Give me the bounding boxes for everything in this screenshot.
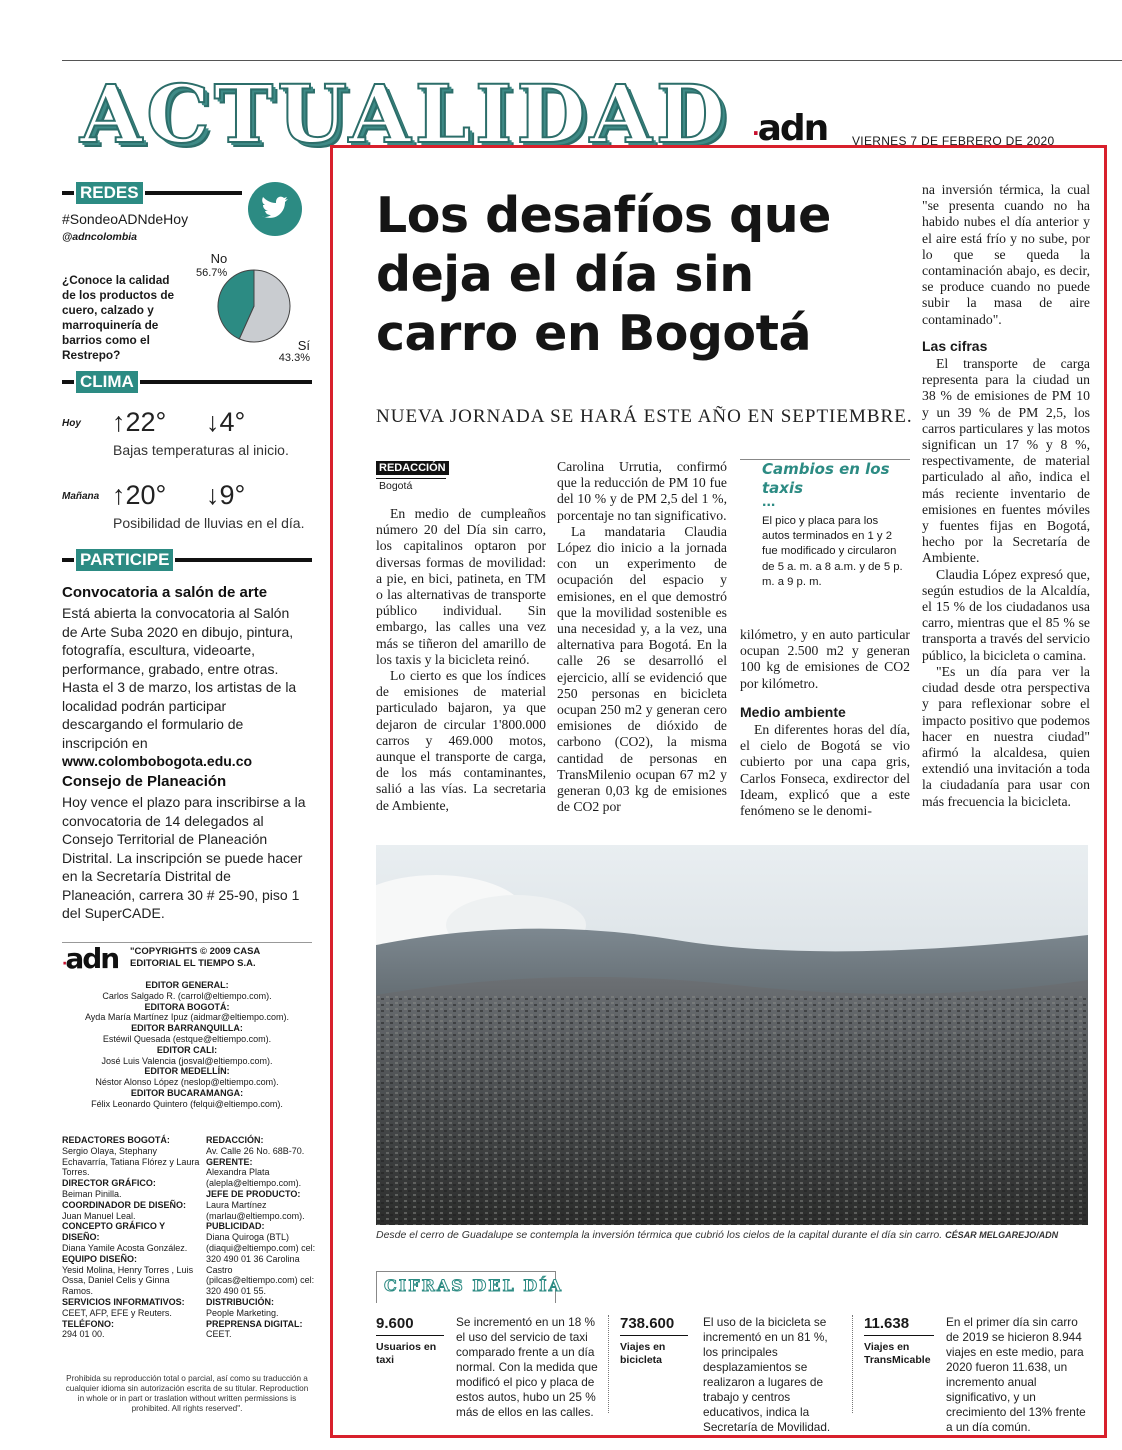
- photo-credit: CÉSAR MELGAREJO/ADN: [945, 1230, 1059, 1240]
- paragraph: "Es un día para ver la ciudad desde otra perspectiva y para reflexionar sobre el impacto positivo que podemos hacer en nuestra ciudad" afirmó la alcaldesa, quien extendió una invitación a toda la ciudadanía para usar con más frecuencia la bicicleta.: [922, 663, 1090, 809]
- sidebox-dots: ...: [762, 493, 776, 510]
- byline: REDACCIÓN: [376, 461, 449, 475]
- editor-name: Ayda María Martínez Ipuz (aidmar@eltiempo.com).: [84, 1012, 290, 1023]
- staff-role: SERVICIOS INFORMATIVOS:: [62, 1296, 185, 1307]
- staff-role: JEFE DE PRODUCTO:: [206, 1188, 301, 1199]
- staff-role: CONCEPTO GRÁFICO Y DISEÑO:: [62, 1221, 166, 1243]
- weather-desc-today: Bajas temperaturas al inicio.: [113, 442, 289, 458]
- paragraph: En diferentes horas del día, el cielo de Bogotá se vio cubierto por una capa gris, Carlos Fonseca, exdirector del Ideam, explicó que a este fenómeno se le denomi-: [740, 722, 910, 819]
- weather-high-today: ↑22°: [112, 407, 167, 437]
- subsection-title: Medio ambiente: [740, 703, 846, 720]
- stat-number: 738.600: [620, 1315, 675, 1332]
- staff-name: People Marketing.: [206, 1307, 279, 1318]
- weather-low-today: ↓4°: [206, 407, 246, 437]
- poll-pie-chart: [216, 268, 292, 344]
- paragraph: En medio de cumpleaños número 20 del Día sin carro, los capitalinos optaron por diversas formas de movilidad: a pie, en bici, patineta, en TM o las alternativas de transporte público individual. Sin embargo, las calles una vez más se tiñeron del amarillo de los taxis y la bicicleta reinó.: [376, 506, 546, 667]
- article-column-3: [740, 627, 910, 819]
- editor-name: Estéwil Quesada (estque@eltiempo.com).: [102, 1033, 272, 1044]
- editor-name: Carlos Salgado R. (carrol@eltiempo.com).: [102, 990, 272, 1001]
- editor-role: EDITOR GENERAL:: [145, 980, 229, 990]
- weather-desc-tomorrow: Posibilidad de lluvias en el día.: [113, 515, 305, 531]
- editor-name: José Luis Valencia (josval@eltiempo.com).: [101, 1055, 273, 1066]
- stat-divider: [608, 1315, 609, 1413]
- paragraph: El transporte de carga representa para la ciudad un 38 % de emisiones de PM 10 y un 39 % de PM 2,5, los carros particulares y las motos significan un 17 % y 8 %, respectivamente, de material particulado al año, indica el más reciente inventario de emisiones en fuentes móviles y fuentes fijas en Bogotá, hecho por la Secretaría de Ambiente.: [922, 356, 1090, 566]
- paragraph: La mandataria Claudia López dio inicio a la jornada con un experimento de ocupación del espacio y emisiones, en el que demostró que la movilidad sostenible es una necesidad y, a la vez, una alternativa para Bogotá. En la calle 26 se desarrolló el ejercicio, allí se evidenció que 250 personas en bicicleta ocupan 250 m2 y generan cero emisiones de dióxido de carbono (CO2), la misma cantidad de personas en TransMilenio ocupan 67 m2 y generan 0,03 kg de emisiones de CO2 por: [557, 523, 727, 815]
- staff-role: COORDINADOR DE DISEÑO:: [62, 1199, 187, 1210]
- photo-caption: Desde el cerro de Guadalupe se contempla la inversión térmica que cubrió los cielos de la capital durante el día sin carro. CÉSAR MELGAREJO/ADN: [376, 1229, 1059, 1241]
- editor-role: EDITOR MEDELLÍN:: [144, 1066, 230, 1077]
- masthead-logo: ·adn: [62, 942, 119, 975]
- staff-name: Juan Manuel Leal.: [62, 1210, 136, 1221]
- participe-title: Consejo de Planeación: [62, 773, 227, 790]
- weather-day-today: Hoy: [62, 418, 81, 429]
- staff-role: DISTRIBUCIÓN:: [206, 1296, 274, 1307]
- stat-taxi: [376, 1315, 444, 1367]
- stat-bicicleta-text: El uso de la bicicleta se incrementó en un 81 %, los principales desplazamientos se realizaron a lugares de trabajo y centros educativos, indica la Secretaría de Movilidad.: [703, 1315, 831, 1434]
- poll-question: ¿Conoce la calidad de los productos de cuero, calzado y marroquinería de barrios como el Restrepo?: [62, 273, 175, 362]
- editor-role: EDITOR CALI:: [156, 1044, 218, 1055]
- stat-number: 11.638: [864, 1315, 910, 1332]
- article-column-2: [557, 459, 727, 815]
- stat-transmicable-text: En el primer día sin carro de 2019 se hicieron 8.944 viajes en este medio, para 2020 fueron 11.638, un incremento anual significativo, y un crecimiento del 13% frente a un día común.: [946, 1315, 1086, 1434]
- city-smog-photo: [376, 845, 1088, 1225]
- adn-logo: ·adn: [752, 108, 828, 149]
- staff-name: Av. Calle 26 No. 68B-70.: [206, 1145, 305, 1156]
- article-headline: Los desafíos que deja el día sin carro en Bogotá: [376, 187, 831, 362]
- taxis-sidebox: [740, 459, 910, 590]
- staff-name: Laura Martínez (marlau@eltiempo.com).: [206, 1199, 305, 1221]
- issue-date: VIERNES 7 DE FEBRERO DE 2020: [852, 134, 1055, 148]
- weather-high-tomorrow: ↑20°: [112, 480, 167, 510]
- stat-number: 9.600: [376, 1315, 414, 1332]
- participe-title: Convocatoria a salón de arte: [62, 584, 268, 601]
- article-column-4: [922, 182, 1090, 810]
- staff-role: REDACCIÓN:: [206, 1135, 264, 1145]
- stat-label: Usuarios en taxi: [376, 1341, 437, 1366]
- staff-role: PUBLICIDAD:: [206, 1221, 265, 1232]
- participe-link[interactable]: www.colombobogota.edu.co: [62, 753, 253, 769]
- top-rule: [62, 60, 1122, 61]
- sidebox-body: El pico y placa para los autos terminados en 1 y 2 fue modificado y circularon de 5 a. m. a 8 a.m. y de 5 p. m. a 9 p. m.: [762, 515, 903, 588]
- staff-name: Beiman Pinilla.: [62, 1188, 122, 1199]
- staff-role: DIRECTOR GRÁFICO:: [62, 1178, 156, 1189]
- editor-role: EDITOR BUCARAMANGA:: [130, 1087, 244, 1098]
- paragraph: Lo cierto es que los índices de emisiones de material particulado bajaron, ya que dejaron de circular 1'800.000 carros y 469.000 motos, aunque el transporte de carga, de los más contaminantes, salió a las vías. La secretaria de Ambiente,: [376, 668, 546, 813]
- masthead-legal: Prohibida su reproducción total o parcial, así como su traducción a cualquier idioma sin autorización escrita de su titular. Reproduction in whole or in part or traslation without written permissions is prohibited. All rights reserved".: [65, 1374, 309, 1413]
- paragraph: kilómetro, y en auto particular ocupan 2.500 m2 y generan 100 kg de emisiones de CO2 por kilómetro.: [740, 627, 910, 691]
- editor-name: Néstor Alonso López (neslop@eltiempo.com).: [95, 1077, 279, 1088]
- masthead-editors: [62, 980, 312, 1110]
- stat-taxi-text: Se incrementó en un 18 % el uso del servicio de taxi comparado frente a un día normal. Con la medida que modificó el pico y placa de estos autos, hubo un 25 % más de ellos en las calles.: [456, 1315, 598, 1419]
- masthead-copyright: "COPYRIGHTS © 2009 CASA EDITORIAL EL TIEMPO S.A.: [130, 946, 260, 969]
- redes-section-header: REDES: [62, 181, 242, 205]
- participe-body: Hoy vence el plazo para inscribirse a la convocatoria de 14 delegados al Consejo Territorial de Planeación Distrital. La inscripción se puede hacer en la Secretaría Distrital de Planeación, carrera 30 # 25-90, piso 1 del SuperCADE.: [62, 794, 306, 921]
- staff-role: REDACTORES BOGOTÁ:: [62, 1135, 170, 1145]
- editor-role: EDITORA BOGOTÁ:: [144, 1001, 230, 1012]
- poll-no-label: No 56.7%: [196, 251, 228, 279]
- stat-bicicleta: [620, 1315, 688, 1367]
- stat-label: Viajes en TransMicable: [864, 1341, 931, 1366]
- poll-handle: @adncolombia: [62, 231, 137, 243]
- poll-si-label: Sí 43.3%: [278, 338, 310, 364]
- staff-name: Diana Quiroga (BTL) (diaqui@eltiempo.com) cel: 320 490 01 36 Carolina Castro (pilcas@eltiempo.com) cel: 320 490 01 55.: [206, 1232, 316, 1297]
- staff-name: Diana Yamile Acosta González.: [62, 1242, 188, 1253]
- article-subhead: NUEVA JORNADA SE HARÁ ESTE AÑO EN SEPTIEMBRE.: [376, 406, 913, 427]
- byline-location: Bogotá: [376, 478, 446, 493]
- subsection-title: Las cifras: [922, 337, 988, 354]
- participe-section-header: PARTICIPE: [62, 548, 312, 572]
- participe-item-planeacion: [62, 773, 307, 923]
- section-title: ACTUALIDAD: [80, 67, 730, 161]
- staff-name: Alexandra Plata (alepla@eltiempo.com).: [206, 1167, 302, 1189]
- staff-name: CEET.: [206, 1329, 232, 1340]
- paragraph: Carolina Urrutia, confirmó que la reducción de PM 10 fue del 10 % y de PM 2,5 del 1 %, porcentaje no tan significativo.: [557, 459, 727, 523]
- participe-body: Está abierta la convocatoria al Salón de Arte Suba 2020 en dibujo, pintura, fotografía, escultura, videoarte, performance, grabado, entre otras. Hasta el 3 de marzo, los artistas de la localidad podrán participar descargando el formulario de inscripción en: [62, 605, 297, 751]
- staff-name: Sergio Olaya, Stephany Echavarría, Tatiana Flórez y Laura Torres.: [62, 1145, 200, 1178]
- poll-hashtag: #SondeoADNdeHoy: [62, 211, 189, 227]
- sidebox-title: Cambios en los taxis: [762, 460, 890, 497]
- staff-name: Yesid Molina, Henry Torres , Luis Ossa, Daniel Celis y Ginna Ramos.: [62, 1264, 194, 1297]
- staff-name: CEET, AFP, EFE y Reuters.: [62, 1307, 172, 1318]
- staff-role: GERENTE:: [206, 1156, 253, 1167]
- participe-item-arte: [62, 584, 307, 771]
- stat-divider: [852, 1315, 853, 1413]
- editor-name: Félix Leonardo Quintero (felqui@eltiempo.com).: [91, 1098, 283, 1109]
- stat-label: Viajes en bicicleta: [620, 1341, 666, 1366]
- weather-low-tomorrow: ↓9°: [206, 480, 246, 510]
- staff-role: EQUIPO DISEÑO:: [62, 1253, 138, 1264]
- staff-role: TELÉFONO:: [62, 1318, 114, 1329]
- paragraph: Claudia López expresó que, según estudios de la Alcaldía, el 15 % de los ciudadanos usa carro, mientras que el 85 % se transporta a través del servicio público, la bicicleta o camina.: [922, 566, 1090, 663]
- paragraph: na inversión térmica, la cual "se presenta cuando no ha habido nubes el día anterior y el aire está frío y no sube, por lo que se queda la contaminación abajo, es decir, se produce cuando no puede subir la masa de aire contaminado".: [922, 182, 1090, 327]
- masthead-left-column: [62, 1135, 202, 1340]
- article-column-1: [376, 506, 546, 814]
- stat-transmicable: [864, 1315, 934, 1367]
- editor-role: EDITOR BARRANQUILLA:: [131, 1023, 243, 1034]
- weather-day-tomorrow: Mañana: [62, 491, 100, 502]
- clima-section-header: CLIMA: [62, 370, 312, 394]
- cifras-title: CIFRAS DEL DÍA: [384, 1276, 564, 1295]
- staff-name: 294 01 00.: [62, 1329, 105, 1340]
- masthead-right-column: [206, 1135, 316, 1340]
- staff-role: PREPRENSA DIGITAL:: [206, 1318, 303, 1329]
- twitter-icon: [248, 182, 302, 236]
